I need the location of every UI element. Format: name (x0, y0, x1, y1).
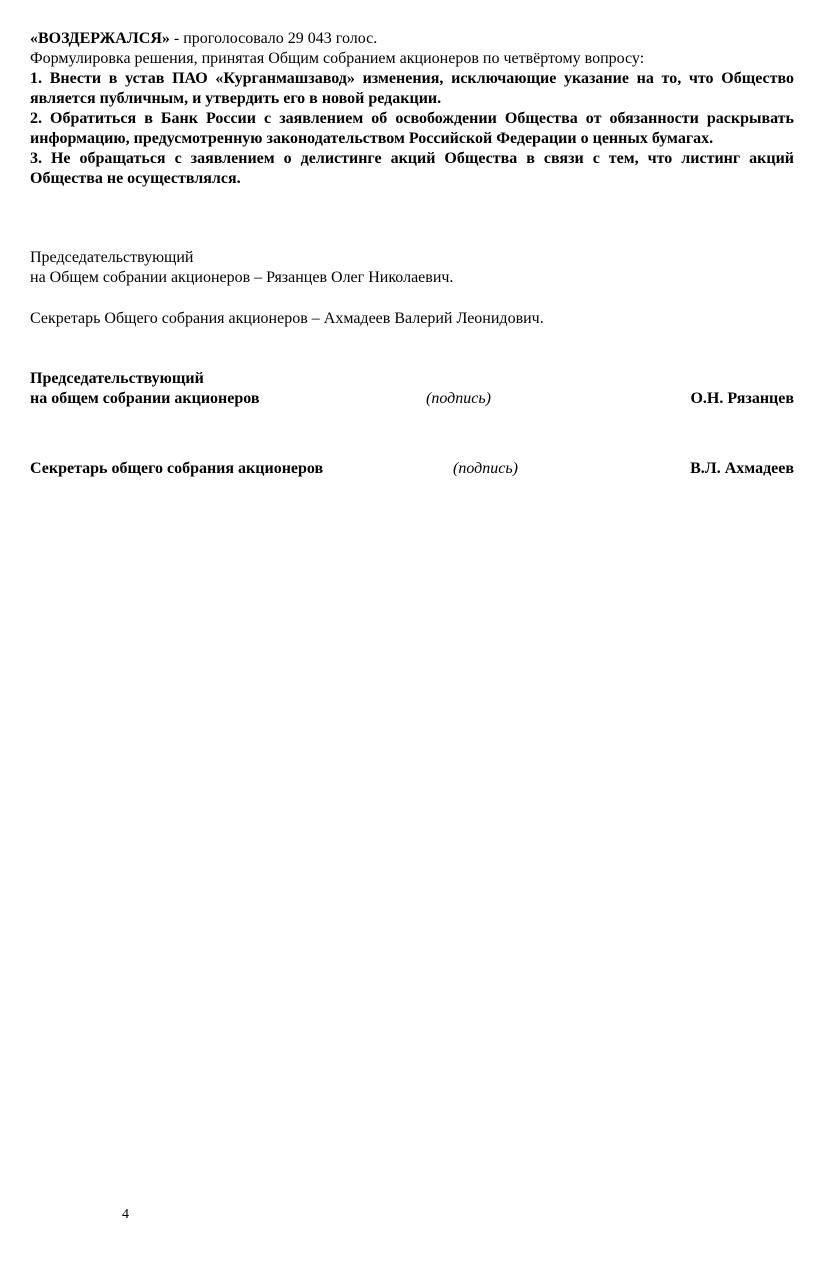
chairman-title: Председательствующий (30, 249, 194, 266)
chairman-signature-block (30, 369, 794, 409)
document-page (30, 29, 794, 479)
decision-item-2: 2. Обратиться в Банк России с заявлением об освобождении Общества от обязанности раскрывать информацию, предусмотренную законодательством Российской Федерации о ценных бумагах. (30, 110, 794, 147)
decision-intro: Формулировка решения, принятая Общим собранием акционеров по четвёртому вопросу: (30, 50, 645, 67)
secretary-signature-block (30, 459, 794, 479)
decision-item-3: 3. Не обращаться с заявлением о делистинге акций Общества в связи с тем, что листинг акций Общества не осуществлялся. (30, 150, 794, 187)
abstained-line (30, 29, 794, 49)
abstained-text: - проголосовало 29 043 голос. (169, 30, 378, 47)
chairman-name-line: на Общем собрании акционеров – Рязанцев Олег Николаевич. (30, 269, 454, 286)
chairman-signature-placeholder: (подпись) (426, 390, 491, 407)
secretary-signature-name: В.Л. Ахмадеев (690, 460, 794, 477)
decision-item-1: 1. Внести в устав ПАО «Курганмашзавод» изменения, исключающие указание на то, что Общество является публичным, и утвердить его в новой редакции. (30, 70, 794, 107)
abstained-label: «ВОЗДЕРЖАЛСЯ» (30, 30, 170, 47)
chairman-signature-title: Председательствующий (30, 370, 204, 387)
page-number: 4 (122, 1207, 129, 1222)
secretary-signature-placeholder: (подпись) (453, 460, 518, 477)
secretary-signature-title: Секретарь общего собрания акционеров (30, 460, 324, 477)
chairman-signature-title-line2: на общем собрании акционеров (30, 390, 260, 407)
chairman-signature-name: О.Н. Рязанцев (690, 390, 794, 407)
secretary-name-line: Секретарь Общего собрания акционеров – Ахмадеев Валерий Леонидович. (30, 310, 544, 327)
